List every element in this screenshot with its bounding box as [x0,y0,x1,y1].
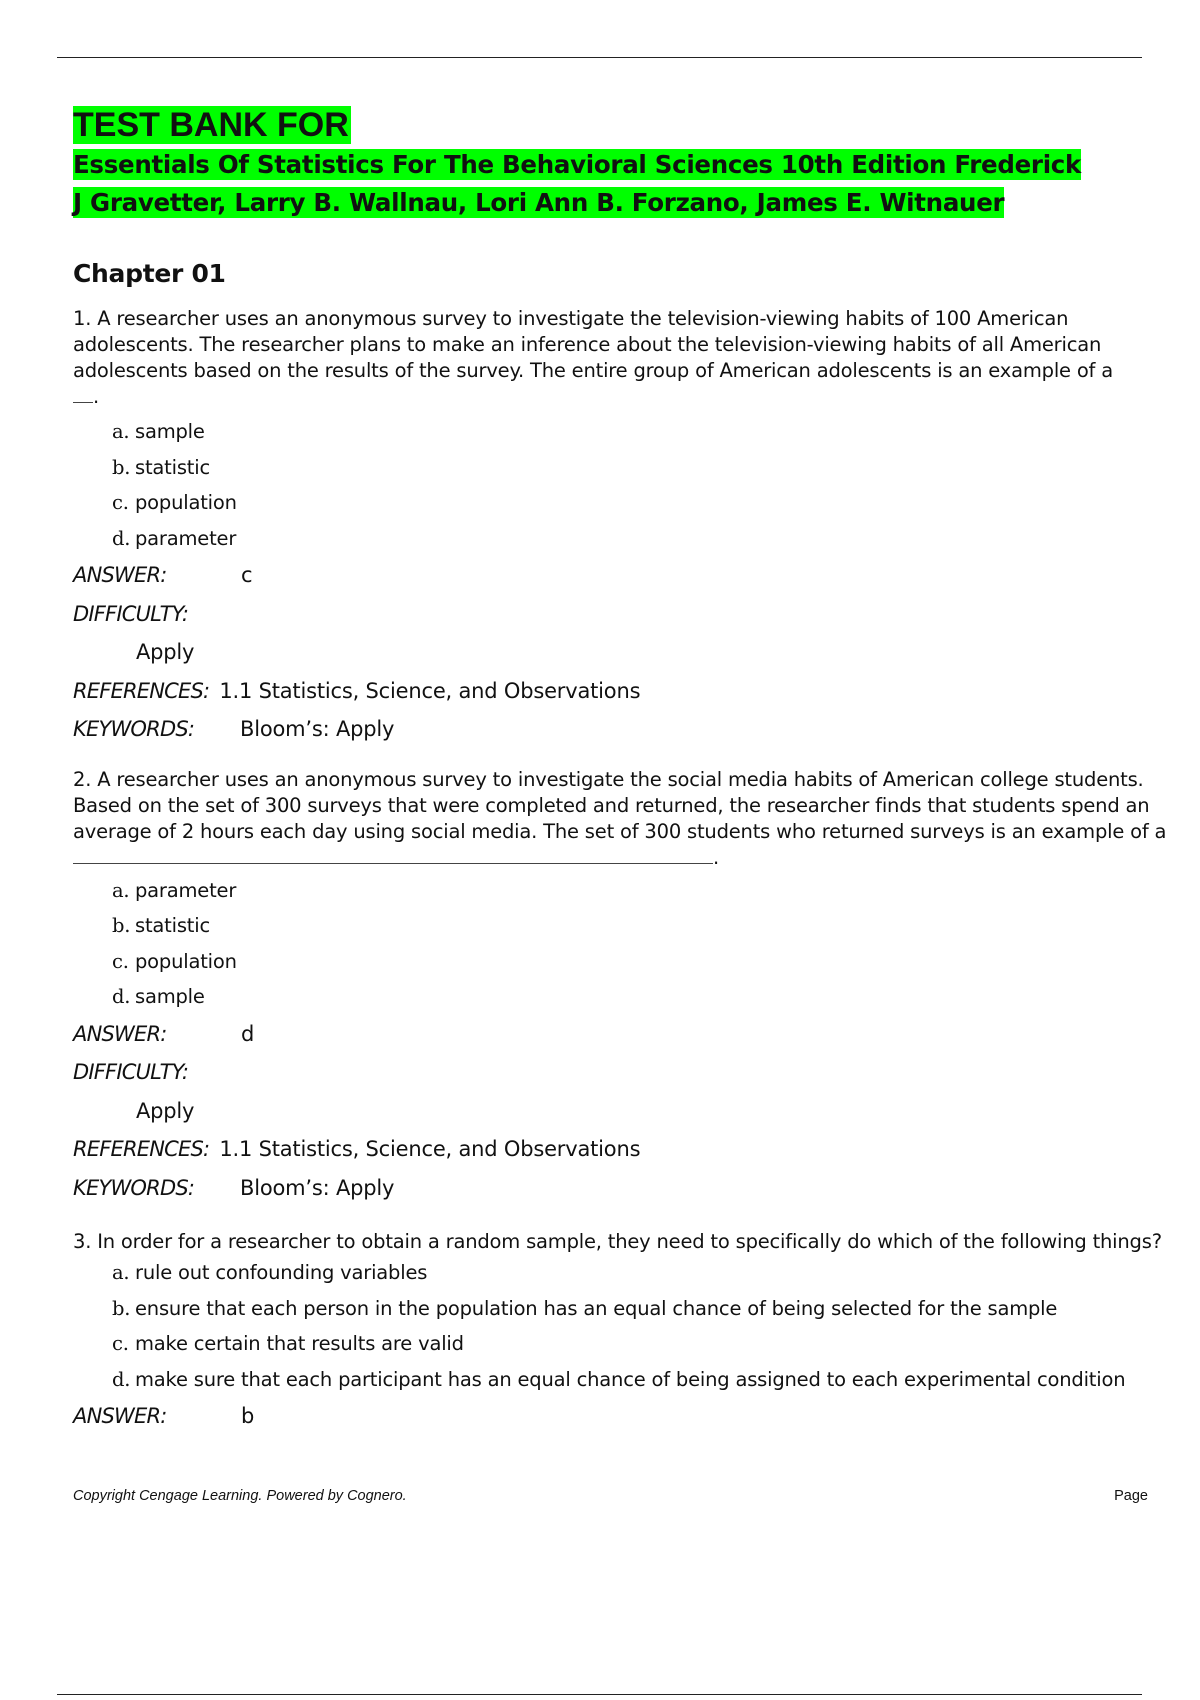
page-label: Page [1114,1488,1148,1504]
question-meta [73,1397,1173,1436]
answer-row: ANSWER: c [73,556,1173,595]
copyright-text: Copyright Cengage Learning. Powered by Cognero. [73,1488,407,1504]
title-line-1 [73,104,1173,146]
question-block [73,306,1173,749]
answer-value: b [241,1404,255,1428]
title-highlight: TEST BANK FOR [73,106,349,144]
option-a: a. rule out confounding variables [112,1261,428,1284]
options-list [73,873,1173,1015]
difficulty-value: Apply [136,1098,195,1123]
bottom-rule [57,1694,1142,1695]
references-row: REFERENCES: 1.1 Statistics, Science, and Observations [73,678,641,703]
page-footer [73,1488,1148,1504]
option-a: a. sample [112,420,205,443]
difficulty-value: Apply [136,640,195,664]
options-list [73,414,1173,556]
keywords-row: KEYWORDS: Bloom’s: Apply [73,710,1173,749]
option-c: c. make certain that results are valid [112,1332,464,1355]
answer-row: ANSWER: d [73,1015,1173,1054]
answer-value: c [241,563,253,587]
answer-blank [73,401,93,403]
answer-row: ANSWER: b [73,1397,1173,1436]
question-meta [73,556,1173,749]
option-d: d. make sure that each participant has an equal chance of being assigned to each experimental condition [112,1367,1126,1391]
references-row: REFERENCES: 1.1 Statistics, Science, and Observations [73,1137,641,1161]
keywords-row: KEYWORDS: Bloom’s: Apply [73,1169,1173,1208]
difficulty-row: DIFFICULTY: [73,601,189,626]
question-text: 2. A researcher uses an anonymous survey to investigate the social media habits of American college students. Based on the set of 300 surveys that were completed and returned, the researcher finds that students spend an average of 2 hours each day using social media. The set of 300 students who returned surveys is an example of a. [73,767,1167,869]
keywords-value: Bloom’s: Apply [240,1175,395,1200]
option-d: d. sample [112,985,205,1008]
question-block [73,767,1173,1208]
keywords-value: Bloom’s: Apply [240,717,395,741]
book-title-highlight: Essentials Of Statistics For The Behavioral Sciences 10th Edition Frederick J Gravetter, Larry B. Wallnau, Lori Ann B. Forzano, James E. Witnauer [73,150,1082,217]
option-b: b. ensure that each person in the population has an equal chance of being selected for the sample [112,1296,1058,1320]
difficulty-row: DIFFICULTY: [73,1060,189,1084]
question-block [73,1229,1173,1436]
chapter-heading: Chapter 01 [73,259,226,288]
book-title [73,146,1083,222]
option-b: b. statistic [112,914,210,937]
option-a: a. parameter [112,878,237,902]
answer-value: d [241,1021,255,1046]
difficulty-value-row [73,633,1173,672]
option-d: d. parameter [112,526,237,550]
references-value: 1.1 Statistics, Science, and Observations [219,678,641,703]
top-rule [57,57,1142,58]
option-b: b. statistic [112,455,210,479]
question-text: 3. In order for a researcher to obtain a random sample, they need to specifically do which of the following things? [73,1230,1162,1253]
difficulty-value-row [73,1092,1173,1131]
answer-blank [73,862,713,864]
references-value: 1.1 Statistics, Science, and Observations [219,1137,641,1161]
option-c: c. population [112,949,237,973]
question-meta [73,1015,1173,1208]
option-c: c. population [112,491,237,514]
document-page [73,104,1173,1436]
options-list [73,1255,1173,1397]
question-text: 1. A researcher uses an anonymous survey to investigate the television-viewing habits of 100 American adolescents. The researcher plans to make an inference about the television-viewing habits of all American adolescents based on the results of the survey. The entire group of American adolescents is an example of a . [73,307,1113,408]
